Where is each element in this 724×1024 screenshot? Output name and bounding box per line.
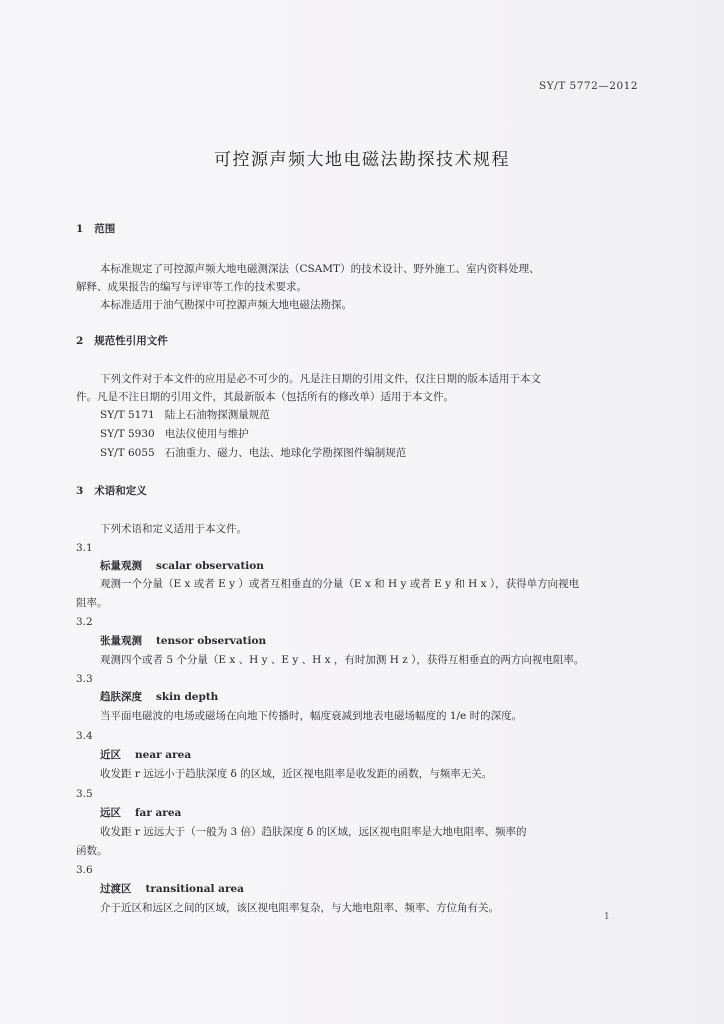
term-3-3-number: 3.3 [76, 673, 93, 685]
standard-code: SY/T 5772—2012 [539, 80, 638, 92]
term-3-1-definition-line-1: 观测一个分量（E x 或者 E y ）或者互相垂直的分量（E x 和 H y 或者 E y 和 H x ），获得单方向视电 [100, 578, 580, 590]
section-3-intro: 下列术语和定义适用于本文件。 [100, 523, 247, 535]
section-3-heading: 3 术语和定义 [76, 485, 147, 497]
section-1-paragraph-1-line-2: 解释、成果报告的编写与评审等工作的技术要求。 [76, 281, 307, 293]
reference-2: SY/T 5930 电法仪使用与维护 [100, 428, 249, 440]
term-3-1-number: 3.1 [76, 542, 93, 554]
term-3-3-definition: 当平面电磁波的电场或磁场在向地下传播时，幅度衰减到地表电磁场幅度的 1/e 时的深度。 [100, 710, 523, 722]
term-3-5-definition-line-2: 函数。 [76, 845, 108, 857]
term-3-3-title: 趋肤深度 skin depth [100, 691, 219, 703]
term-3-5-definition-line-1: 收发距 r 远远大于（一般为 3 倍）趋肤深度 δ 的区域，远区视电阻率是大地电阻率、频率的 [100, 826, 527, 838]
term-3-2-definition: 观测四个或者 5 个分量（E x 、H y 、E y 、H x ，有时加测 H z ），获得互相垂直的两方向视电阻率。 [100, 654, 585, 666]
section-1-heading: 1 范围 [76, 223, 116, 235]
term-3-6-title: 过渡区 transitional area [100, 883, 244, 895]
term-3-5-number: 3.5 [76, 788, 93, 800]
term-3-1-definition-line-2: 阻率。 [76, 597, 108, 609]
section-2-paragraph-line-2: 件。凡是不注日期的引用文件，其最新版本（包括所有的修改单）适用于本文件。 [76, 391, 454, 403]
document-title: 可控源声频大地电磁法勘探技术规程 [214, 150, 510, 170]
section-2-heading: 2 规范性引用文件 [76, 335, 168, 347]
term-3-2-number: 3.2 [76, 616, 93, 628]
term-3-1-title: 标量观测 scalar observation [100, 560, 264, 572]
reference-3: SY/T 6055 石油重力、磁力、电法、地球化学勘探图件编制规范 [100, 447, 407, 459]
section-1-paragraph-1-line-1: 本标准规定了可控源声频大地电磁测深法（CSAMT）的技术设计、野外施工、室内资料处理、 [100, 263, 540, 275]
page-number: 1 [604, 912, 610, 922]
section-2-paragraph-line-1: 下列文件对于本文件的应用是必不可少的。凡是注日期的引用文件，仅注日期的版本适用于本文 [100, 373, 541, 385]
term-3-2-title: 张量观测 tensor observation [100, 635, 267, 647]
term-3-4-title: 近区 near area [100, 749, 192, 761]
term-3-4-definition: 收发距 r 远远小于趋肤深度 δ 的区域，近区视电阻率是收发距的函数，与频率无关。 [100, 768, 493, 780]
term-3-6-definition: 介于近区和远区之间的区域，该区视电阻率复杂，与大地电阻率、频率、方位角有关。 [100, 902, 499, 914]
section-1-paragraph-2: 本标准适用于油气勘探中可控源声频大地电磁法勘探。 [100, 299, 352, 311]
term-3-4-number: 3.4 [76, 730, 93, 742]
term-3-6-number: 3.6 [76, 864, 93, 876]
term-3-5-title: 远区 far area [100, 807, 182, 819]
reference-1: SY/T 5171 陆上石油物探测量规范 [100, 409, 270, 421]
